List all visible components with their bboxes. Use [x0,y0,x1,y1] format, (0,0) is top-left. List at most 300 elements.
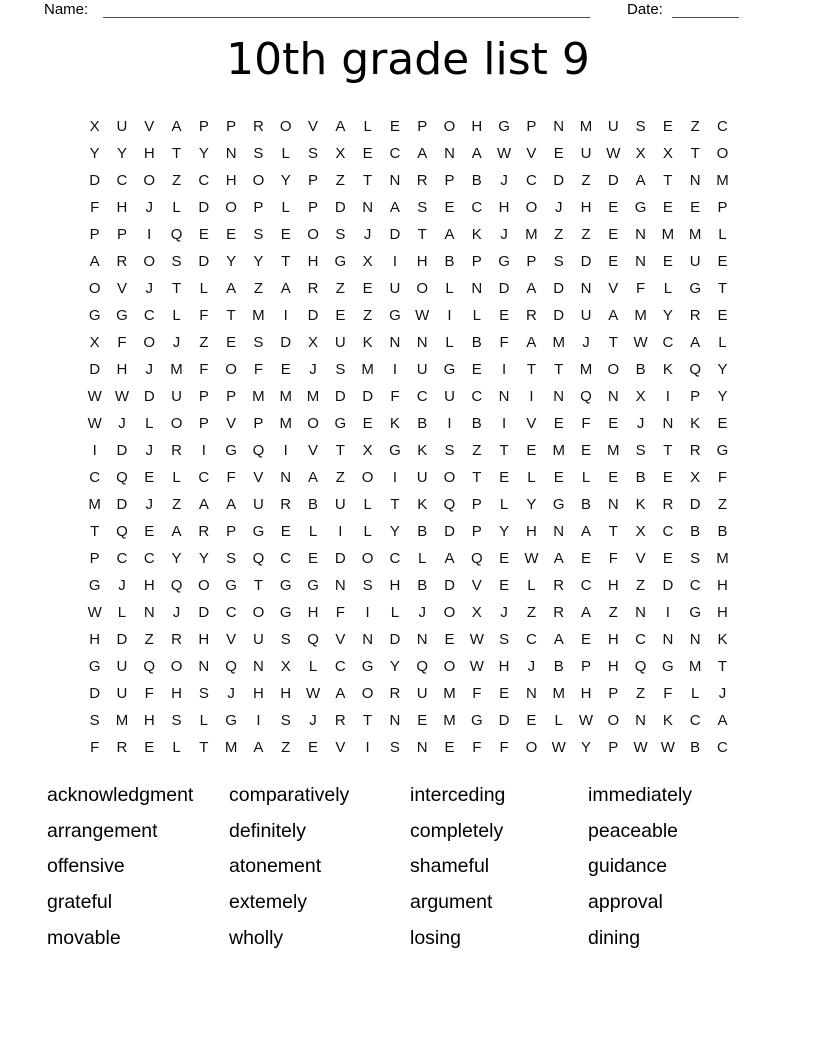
grid-letter: A [526,334,537,351]
grid-letter: X [308,334,319,351]
grid-letter: C [225,604,237,621]
grid-letter: U [416,469,428,486]
grid-letter: M [224,739,238,756]
grid-letter: R [198,523,210,540]
grid-letter: G [225,442,237,459]
grid-letter: V [335,631,346,648]
grid-letter: A [444,226,455,243]
grid-letter: E [553,145,564,162]
grid-letter: K [417,442,428,459]
grid-letter: G [552,496,565,513]
grid-letter: M [716,550,729,567]
grid-row [81,653,737,680]
grid-letter: H [253,685,264,702]
grid-letter: F [90,739,100,756]
grid-letter: O [225,199,237,216]
grid-letter: M [361,361,374,378]
grid-letter: O [361,685,374,702]
grid-letter: Z [171,172,182,189]
grid-letter: S [89,712,100,729]
grid-letter: B [417,577,428,594]
grid-letter: W [87,415,102,432]
grid-letter: E [308,550,319,567]
grid-letter: P [308,199,319,216]
grid-letter: J [309,712,317,729]
grid-letter: D [498,712,510,729]
grid-letter: A [471,145,482,162]
grid-letter: U [116,685,128,702]
grid-row [81,680,737,707]
word-item: immediately [588,784,693,806]
grid-letter: T [608,523,618,540]
grid-letter: F [90,199,100,216]
grid-letter: W [633,334,648,351]
grid-letter: M [688,658,702,675]
grid-letter: A [717,712,728,729]
grid-letter: S [444,442,455,459]
grid-letter: I [92,442,97,459]
grid-letter: A [253,739,264,756]
grid-letter: T [281,253,291,270]
grid-letter: T [663,442,673,459]
grid-letter: H [116,361,128,378]
grid-letter: E [499,685,510,702]
grid-letter: O [443,469,456,486]
grid-letter: S [417,199,428,216]
grid-letter: I [447,307,452,324]
grid-letter: C [689,712,701,729]
grid-letter: E [280,361,291,378]
grid-letter: C [280,550,292,567]
grid-letter: D [662,577,674,594]
grid-letter: Q [116,469,128,486]
grid-letter: W [633,739,648,756]
grid-letter: R [525,307,537,324]
grid-letter: E [662,550,673,567]
grid-letter: O [607,361,620,378]
grid-letter: O [143,334,156,351]
grid-letter: H [143,712,155,729]
grid-letter: A [335,118,346,135]
grid-letter: A [389,199,400,216]
grid-letter: D [89,172,101,189]
word-item: argument [410,891,493,914]
grid-letter: I [529,388,534,405]
word-item: completely [410,819,504,842]
grid-letter: A [526,280,537,297]
grid-letter: Z [717,496,728,513]
word-item: dining [588,926,641,949]
grid-letter: D [116,496,128,513]
grid-letter: S [635,118,646,135]
grid-letter: X [635,523,646,540]
grid-letter: Z [144,631,154,648]
grid-row [81,437,737,464]
word-list-column [229,778,410,957]
grid-letter: E [417,712,428,729]
grid-letter: G [470,712,483,729]
grid-letter: X [690,469,701,486]
grid-letter: G [252,523,265,540]
grid-letter: M [170,361,183,378]
grid-letter: R [307,280,319,297]
grid-letter: I [283,307,288,324]
grid-letter: D [334,199,346,216]
grid-letter: C [416,388,428,405]
grid-letter: M [607,442,620,459]
grid-letter: E [444,739,455,756]
grid-letter: G [716,442,729,459]
grid-letter: J [309,361,317,378]
grid-letter: W [415,307,430,324]
grid-letter: Z [335,469,345,486]
grid-letter: B [417,523,428,540]
grid-letter: Z [253,280,264,297]
grid-letter: Y [526,496,537,513]
grid-letter: S [171,712,182,729]
grid-letter: N [635,712,646,729]
grid-letter: O [607,712,620,729]
grid-letter: E [580,631,591,648]
grid-letter: U [689,253,701,270]
grid-letter: E [662,118,673,135]
grid-letter: A [280,280,291,297]
grid-letter: S [499,631,510,648]
grid-letter: F [199,361,209,378]
grid-letter: K [389,415,400,432]
grid-letter: F [499,334,509,351]
grid-letter: P [717,199,728,216]
grid-letter: D [362,388,374,405]
grid-letter: G [498,118,510,135]
grid-letter: P [253,199,264,216]
grid-letter: I [665,388,670,405]
grid-letter: Q [307,631,319,648]
grid-letter: F [226,469,236,486]
grid-letter: B [471,334,482,351]
grid-letter: Y [198,145,209,162]
grid-letter: P [608,739,619,756]
grid-letter: C [116,172,128,189]
grid-letter: E [389,118,400,135]
grid-letter: D [444,577,455,594]
grid-letter: J [145,199,153,216]
grid-row [81,410,737,437]
grid-letter: C [198,469,210,486]
grid-letter: U [116,658,128,675]
grid-letter: I [447,415,452,432]
grid-letter: M [552,334,565,351]
grid-letter: K [635,496,646,513]
grid-letter: O [361,550,374,567]
grid-letter: G [279,604,292,621]
grid-letter: W [578,712,594,729]
grid-letter: P [308,172,319,189]
grid-letter: N [580,280,592,297]
grid-letter: P [226,118,237,135]
grid-letter: L [554,712,563,729]
grid-letter: Z [690,118,700,135]
grid-letter: W [524,550,539,567]
grid-letter: T [554,361,564,378]
grid-letter: S [308,145,319,162]
grid-letter: H [607,631,619,648]
grid-letter: T [335,442,345,459]
grid-letter: A [226,496,237,513]
grid-letter: I [147,226,152,243]
grid-letter: A [89,253,100,270]
grid-letter: M [688,226,702,243]
grid-letter: H [171,685,182,702]
grid-letter: L [663,280,673,297]
grid-letter: K [662,361,673,378]
grid-letter: E [226,226,237,243]
grid-letter: R [553,604,565,621]
grid-letter: E [362,415,373,432]
grid-letter: F [117,334,127,351]
grid-letter: C [717,118,728,135]
grid-letter: R [171,631,182,648]
grid-letter: R [280,496,292,513]
date-label: Date: [627,1,663,18]
grid-letter: X [280,658,291,675]
grid-letter: A [690,334,701,351]
grid-letter: O [225,361,237,378]
grid-letter: N [280,469,292,486]
grid-letter: F [472,685,482,702]
word-item: acknowledgment [47,784,194,806]
grid-letter: N [143,604,155,621]
grid-letter: N [662,415,674,432]
grid-letter: E [717,415,728,432]
grid-letter: P [417,118,428,135]
grid-letter: S [690,550,701,567]
grid-letter: D [198,253,210,270]
grid-letter: S [280,631,291,648]
grid-letter: E [280,226,291,243]
grid-letter: W [114,388,130,405]
grid-letter: B [444,253,455,270]
grid-row [81,599,737,626]
grid-letter: V [226,631,237,648]
grid-letter: M [525,226,538,243]
grid-row [81,329,737,356]
grid-letter: T [663,172,673,189]
grid-letter: V [308,442,319,459]
grid-letter: E [553,415,564,432]
grid-row [81,356,737,383]
grid-letter: F [253,361,264,378]
grid-letter: A [608,307,619,324]
grid-letter: E [690,199,701,216]
grid-letter: E [526,712,537,729]
grid-row [81,464,737,491]
grid-letter: C [471,199,483,216]
grid-letter: H [143,577,155,594]
grid-letter: N [498,388,510,405]
grid-letter: C [143,550,155,567]
grid-letter: N [635,226,646,243]
grid-letter: O [443,658,456,675]
grid-letter: S [226,550,237,567]
grid-letter: H [471,118,483,135]
grid-letter: R [171,442,182,459]
grid-letter: P [198,415,209,432]
grid-letter: O [716,145,729,162]
grid-letter: X [662,145,673,162]
grid-letter: B [635,469,646,486]
grid-letter: I [502,361,507,378]
grid-letter: I [338,523,343,540]
grid-letter: O [443,118,456,135]
grid-letter: H [389,577,401,594]
grid-letter: V [116,280,127,297]
grid-letter: E [499,577,510,594]
grid-letter: Q [689,361,702,378]
grid-letter: J [527,658,536,675]
grid-letter: R [389,685,401,702]
grid-letter: P [226,388,237,405]
grid-letter: E [144,739,155,756]
grid-row [81,167,737,194]
date-blank-line [672,0,739,18]
grid-letter: W [305,685,321,702]
grid-letter: D [116,442,128,459]
grid-letter: Z [199,334,209,351]
grid-letter: P [198,388,209,405]
grid-letter: L [445,334,454,351]
grid-letter: H [525,523,537,540]
grid-letter: Y [253,253,264,270]
grid-letter: Z [363,307,373,324]
name-label: Name: [44,1,89,18]
grid-letter: G [225,577,237,594]
grid-letter: K [690,415,701,432]
grid-letter: O [252,604,265,621]
grid-letter: Y [662,307,673,324]
grid-row [81,302,737,329]
grid-letter: M [443,685,456,702]
grid-letter: O [198,577,210,594]
grid-letter: E [308,739,319,756]
grid-letter: Z [636,577,646,594]
grid-row [81,518,737,545]
grid-letter: J [500,172,508,189]
grid-letter: E [362,145,373,162]
grid-letter: H [307,604,319,621]
grid-letter: E [608,253,619,270]
grid-letter: H [580,199,592,216]
grid-letter: B [471,172,482,189]
grid-letter: T [690,145,700,162]
grid-letter: T [390,496,400,513]
grid-letter: Z [335,280,345,297]
grid-letter: M [579,118,593,135]
grid-letter: K [471,226,482,243]
grid-letter: N [253,658,264,675]
grid-letter: J [227,685,235,702]
grid-letter: V [471,577,482,594]
grid-letter: P [444,172,455,189]
grid-letter: H [416,253,428,270]
grid-letter: M [443,712,456,729]
grid-letter: U [253,631,264,648]
grid-letter: C [143,307,155,324]
grid-row [81,113,737,140]
grid-letter: D [553,307,565,324]
word-item: guidance [588,855,668,878]
grid-letter: Q [416,658,429,675]
grid-letter: M [115,712,129,729]
grid-letter: C [689,577,701,594]
grid-letter: N [416,334,428,351]
grid-letter: L [172,469,181,486]
grid-letter: X [635,388,646,405]
grid-letter: U [334,334,346,351]
grid-letter: J [145,496,153,513]
grid-letter: Z [472,442,482,459]
grid-letter: R [689,307,701,324]
grid-letter: H [198,631,210,648]
grid-letter: X [635,145,646,162]
grid-letter: P [526,118,537,135]
grid-letter: L [445,280,454,297]
grid-letter: Y [89,145,100,162]
grid-letter: U [416,685,428,702]
grid-letter: U [607,118,619,135]
grid-letter: I [201,442,206,459]
grid-letter: P [89,550,100,567]
grid-letter: C [116,550,128,567]
grid-letter: T [717,658,728,675]
word-list-column [410,778,588,957]
grid-letter: C [635,631,646,648]
grid-letter: D [116,631,128,648]
grid-letter: R [416,172,428,189]
grid-row [81,707,737,734]
grid-letter: L [718,334,727,351]
grid-letter: T [363,172,373,189]
grid-letter: F [608,550,618,567]
word-item: comparatively [229,784,350,806]
grid-letter: J [145,442,153,459]
grid-letter: F [581,415,591,432]
grid-row [81,734,737,761]
grid-letter: N [362,631,374,648]
grid-letter: L [363,523,372,540]
grid-letter: L [308,523,318,540]
grid-letter: A [553,631,564,648]
grid-letter: O [416,280,429,297]
grid-letter: S [171,253,182,270]
grid-letter: Q [116,523,128,540]
grid-letter: O [307,415,319,432]
grid-letter: P [253,415,264,432]
grid-letter: B [635,361,646,378]
grid-letter: S [335,361,346,378]
grid-letter: T [717,280,728,297]
grid-letter: I [392,361,397,378]
grid-letter: Z [171,496,182,513]
grid-letter: G [389,442,401,459]
grid-letter: C [334,658,346,675]
grid-letter: T [199,739,209,756]
grid-letter: M [552,442,565,459]
grid-letter: S [253,226,264,243]
grid-letter: W [551,739,566,756]
grid-letter: F [472,739,482,756]
grid-letter: K [717,631,728,648]
